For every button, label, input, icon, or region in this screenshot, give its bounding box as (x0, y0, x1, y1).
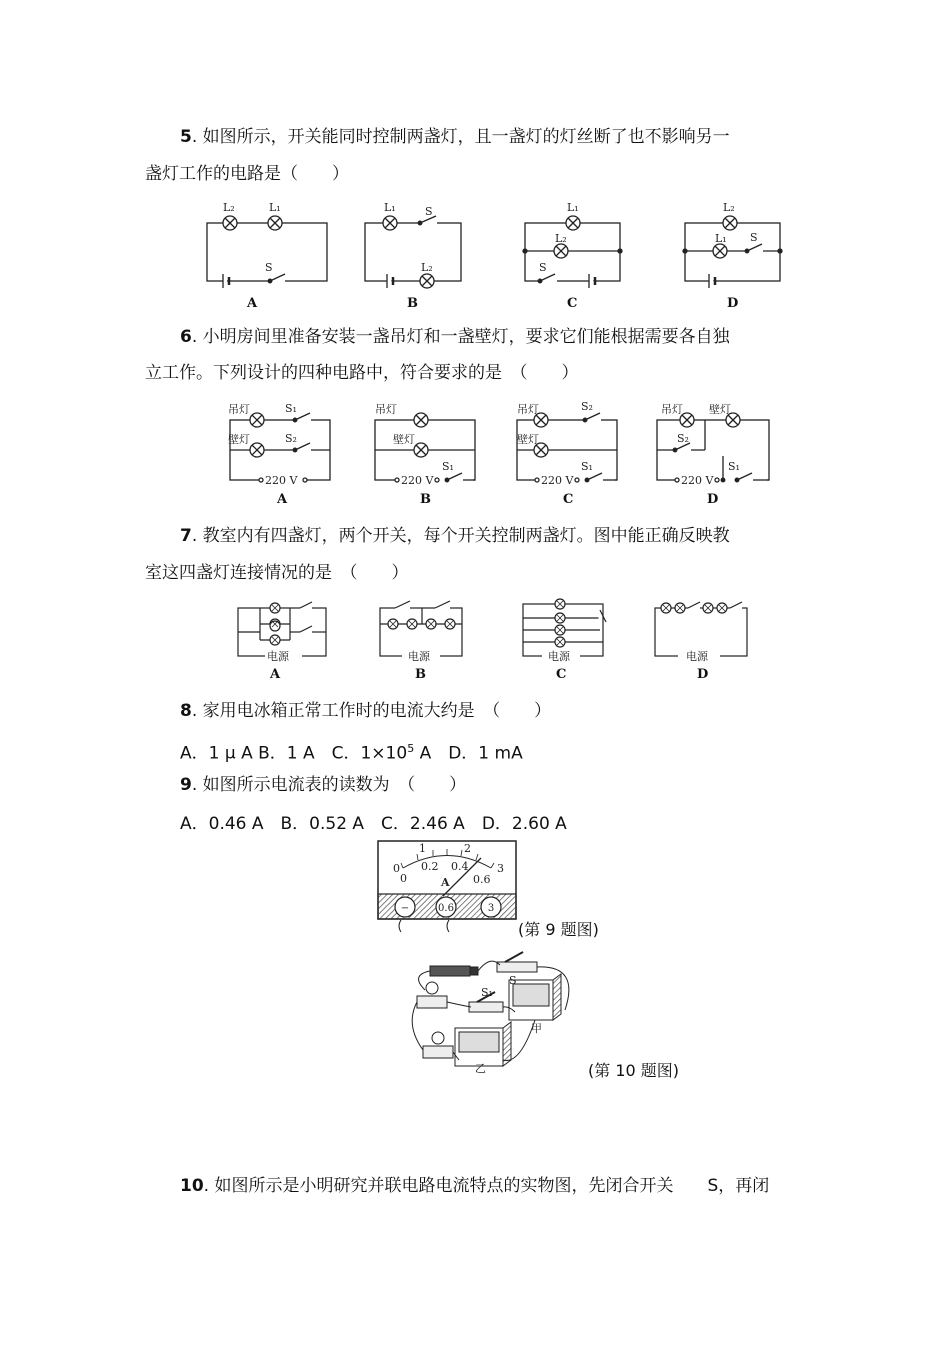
q6-label-d: D (707, 492, 719, 507)
q7-line1: 7. 教室内有四盏灯，两个开关，每个开关控制两盏灯。图中能正确反映教 (180, 526, 730, 546)
svg-text:0: 0 (400, 872, 407, 885)
q6-label-b: B (420, 492, 431, 507)
svg-text:220 V: 220 V (541, 474, 574, 487)
svg-text:L₂: L₂ (723, 201, 735, 214)
svg-text:壁灯: 壁灯 (228, 433, 250, 446)
q10-question: 10. 如图所示是小明研究并联电路电流特点的实物图，先闭合开关 S，再闭 (180, 1176, 770, 1196)
q7-label-a: A (270, 667, 281, 682)
svg-text:3: 3 (487, 903, 495, 914)
svg-text:L₁: L₁ (567, 201, 579, 214)
svg-text:L₁: L₁ (384, 201, 396, 214)
svg-text:电源: 电源 (686, 650, 708, 663)
q8-options: A．1 μ A B．1 A C．$1\times 10^5$ A D．1 mA (180, 742, 523, 764)
q8-question: 8. 家用电冰箱正常工作时的电流大约是 （ ） (180, 701, 552, 721)
svg-text:0: 0 (393, 862, 400, 875)
q5-label-d: D (727, 296, 739, 311)
svg-text:吊灯: 吊灯 (517, 403, 539, 416)
svg-text:电源: 电源 (408, 650, 430, 663)
q6-label-c: C (563, 492, 574, 507)
svg-text:S₁: S₁ (581, 460, 593, 473)
q5-line2: 盏灯工作的电路是（ ） (145, 164, 349, 184)
q9-ammeter-figure (375, 838, 520, 938)
q10-caption: (第 10 题图) (588, 1061, 680, 1080)
q5-circuit-diagrams (195, 195, 795, 315)
svg-text:L₂: L₂ (421, 261, 433, 274)
svg-text:L₁: L₁ (269, 201, 281, 214)
svg-text:S: S (539, 261, 547, 274)
svg-text:1: 1 (419, 842, 426, 855)
svg-text:电源: 电源 (548, 650, 570, 663)
svg-text:220 V: 220 V (265, 474, 298, 487)
q6-label-a: A (277, 492, 288, 507)
q7-label-b: B (415, 667, 426, 682)
svg-text:壁灯: 壁灯 (517, 433, 539, 446)
svg-text:A: A (441, 876, 450, 889)
svg-text:S₁: S₁ (442, 460, 454, 473)
svg-text:吊灯: 吊灯 (661, 403, 683, 416)
svg-text:0.6: 0.6 (473, 873, 491, 886)
svg-text:乙: 乙 (475, 1062, 486, 1075)
q6-line1: 6. 小明房间里准备安装一盏吊灯和一盏壁灯，要求它们能根据需要各自独 (180, 327, 730, 347)
svg-text:电源: 电源 (267, 650, 289, 663)
q5-label-c: C (567, 296, 578, 311)
svg-text:S₂: S₂ (581, 400, 593, 413)
q7-line2: 室这四盏灯连接情况的是 （ ） (145, 563, 409, 583)
svg-text:吊灯: 吊灯 (228, 403, 250, 416)
q6-line2: 立工作。下列设计的四种电路中，符合要求的是 （ ） (145, 363, 579, 383)
svg-text:S: S (425, 205, 433, 218)
q7-label-d: D (697, 667, 709, 682)
q5-label-a: A (247, 296, 258, 311)
q7-circuit-diagrams (230, 596, 760, 686)
svg-text:2: 2 (464, 842, 471, 855)
svg-text:吊灯: 吊灯 (375, 403, 397, 416)
svg-text:3: 3 (497, 862, 504, 875)
svg-text:S: S (509, 974, 517, 987)
svg-text:壁灯: 壁灯 (393, 433, 415, 446)
svg-text:220 V: 220 V (401, 474, 434, 487)
q9-options: A．0.46 A B．0.52 A C．2.46 A D．2.60 A (180, 814, 567, 834)
svg-text:S₂: S₂ (285, 432, 297, 445)
svg-text:S: S (750, 231, 758, 244)
svg-text:S₂: S₂ (677, 432, 689, 445)
svg-text:L₂: L₂ (555, 232, 567, 245)
svg-text:壁灯: 壁灯 (709, 403, 731, 416)
q5-line1: 5. 如图所示，开关能同时控制两盏灯，且一盏灯的灯丝断了也不影响另一 (180, 127, 730, 147)
q6-circuit-diagrams (225, 398, 785, 513)
svg-text:S₁: S₁ (728, 460, 740, 473)
svg-text:0.6: 0.6 (438, 903, 454, 914)
svg-text:甲: 甲 (531, 1022, 542, 1035)
q10-circuit-photo (405, 950, 580, 1075)
svg-text:220 V: 220 V (681, 474, 714, 487)
q9-caption: (第 9 题图) (518, 920, 599, 939)
q5-label-b: B (407, 296, 418, 311)
svg-text:0.2: 0.2 (421, 860, 439, 873)
svg-text:−: − (400, 903, 410, 914)
svg-text:0.4: 0.4 (451, 860, 469, 873)
svg-text:S₁: S₁ (285, 402, 297, 415)
q7-label-c: C (556, 667, 567, 682)
svg-text:S₁: S₁ (481, 986, 493, 999)
svg-text:S: S (265, 261, 273, 274)
q9-question: 9. 如图所示电流表的读数为 （ ） (180, 775, 467, 795)
svg-text:L₁: L₁ (715, 232, 727, 245)
svg-text:L₂: L₂ (223, 201, 235, 214)
